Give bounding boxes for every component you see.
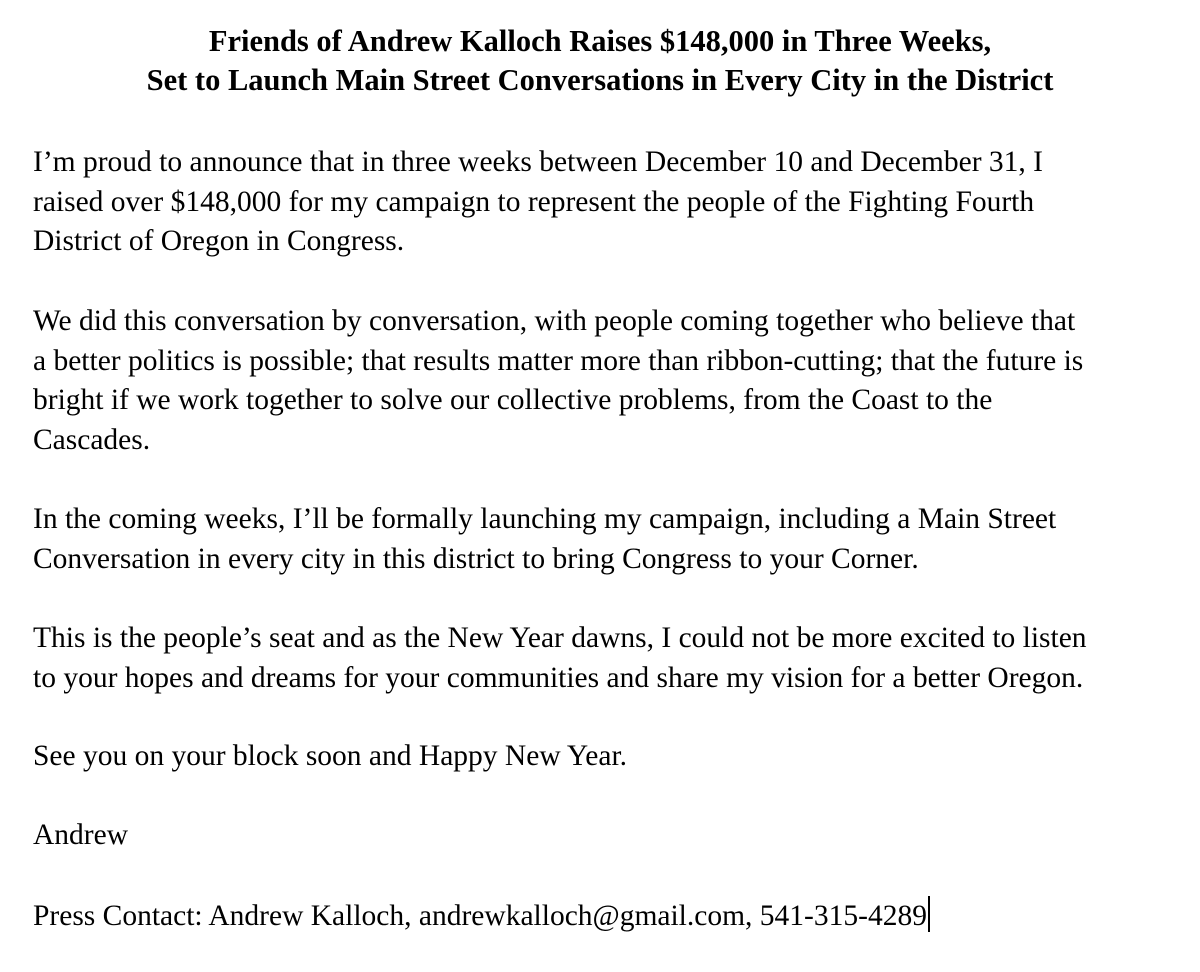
press-contact-line[interactable]	[33, 896, 1193, 937]
paragraph-launch	[33, 500, 1193, 579]
press-release-headline	[0, 22, 1200, 100]
paragraph-line: This is the people’s seat and as the New Year dawns, I could not be more excited to listen	[33, 622, 1087, 654]
paragraph-line: In the coming weeks, I’ll be formally launching my campaign, including a Main Street	[33, 503, 1057, 535]
headline-line-1: Friends of Andrew Kalloch Raises $148,000 in Three Weeks,	[208, 24, 992, 58]
paragraph-line: I’m proud to announce that in three weeks between December 10 and December 31, I	[33, 146, 1043, 178]
signature	[33, 816, 1193, 856]
paragraph-line: See you on your block soon and Happy New Year.	[33, 740, 628, 772]
paragraph-conversations	[33, 302, 1193, 460]
paragraph-line: raised over $148,000 for my campaign to represent the people of the Fighting Fourth	[33, 185, 1035, 218]
signature-name: Andrew	[33, 819, 129, 851]
paragraph-line: a better politics is possible; that results matter more than ribbon-cutting; that the future is	[33, 344, 1084, 377]
paragraph-line: We did this conversation by conversation, with people coming together who believe that	[33, 305, 1076, 337]
paragraph-closing	[33, 737, 1193, 777]
paragraph-line: District of Oregon in Congress.	[33, 225, 405, 257]
headline-line-2: Set to Launch Main Street Conversations in Every City in the District	[146, 63, 1054, 97]
press-contact-text: Press Contact: Andrew Kalloch, andrewkalloch@gmail.com, 541-315-4289	[33, 900, 927, 932]
paragraph-line: Cascades.	[33, 423, 151, 456]
paragraph-line: Conversation in every city in this district to bring Congress to your Corner.	[33, 542, 919, 575]
text-cursor	[928, 896, 930, 932]
press-contact[interactable]	[33, 896, 1193, 937]
paragraph-announcement	[33, 143, 1193, 262]
paragraph-line: bright if we work together to solve our collective problems, from the Coast to the	[33, 384, 993, 416]
paragraph-line: to your hopes and dreams for your communities and share my vision for a better Oregon.	[33, 661, 1084, 694]
paragraph-peoples-seat	[33, 619, 1193, 698]
